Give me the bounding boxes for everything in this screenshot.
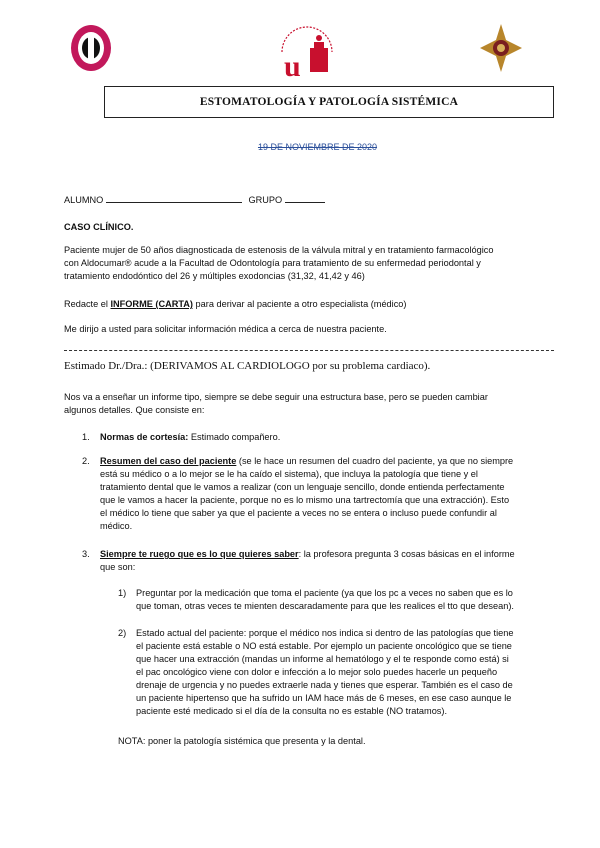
document-title: ESTOMATOLOGÍA Y PATOLOGÍA SISTÉMICA (199, 96, 459, 108)
sub-item-text: el paciente está estable o NO está estable. Por ejemplo un paciente oncológico que se tiene (136, 641, 512, 651)
heraldic-cross-icon (478, 22, 524, 74)
instruction-text: para derivar al paciente a otro especialista (médico) (193, 299, 407, 309)
sub-item-text: paciente esté medicado si el día de la consulta no es estable (NO tratamos). (136, 706, 448, 716)
sub-item-number: 1) (118, 588, 127, 598)
intro-line: algunos detalles. Que consiste en: (64, 405, 205, 415)
sub-item-text: que hacer una extracción (mandas un informe al hematólogo y el te responde como está) si (136, 654, 509, 664)
sub-item-text: que toman, otras veces te mienten descaradamente para que les realices el tto que desean). (136, 601, 514, 611)
item-heading: Siempre te ruego que es lo que quieres saber (100, 549, 299, 559)
salutation: Estimado Dr./Dra.: (DERIVAMOS AL CARDIOLOGO por su problema cardiaco). (64, 360, 431, 372)
svg-text:u: u (284, 50, 301, 82)
intro-line: Nos va a enseñar un informe tipo, siempre se debe seguir una estructura base, pero se pueden cambiar (64, 392, 488, 402)
item-text: : la profesora pregunta 3 cosas básicas en el informe (298, 549, 515, 559)
item-text: (se le hace un resumen del cuadro del paciente, ya que no siempre (236, 456, 514, 466)
instruction-text: Redacte el (64, 299, 111, 309)
sub-item-text: Estado actual del paciente: porque el médico nos indica si dentro de las patologías que tiene (136, 628, 514, 638)
grupo-field[interactable] (285, 193, 325, 203)
list-item-3 (82, 548, 562, 574)
item-heading: Normas de cortesía: (100, 432, 189, 442)
item-text: tratamiento dental que le vamos a realizar (con un lenguaje sencillo, donde entienda perfectamente (100, 482, 505, 492)
sub-item-1 (118, 587, 568, 613)
title-box (104, 86, 554, 118)
case-heading: CASO CLÍNICO. (64, 222, 134, 232)
sub-item-text: Preguntar por la medicación que toma el paciente (ya que los pc a veces no saben que es lo (136, 588, 513, 598)
item-text: el médico lo tiene que saber ya que el paciente a veces no se entera o incluso puede confundir al (100, 508, 497, 518)
grupo-label: GRUPO (248, 195, 283, 205)
case-paragraph (64, 244, 494, 283)
item-heading: Resumen del caso del paciente (100, 456, 237, 466)
item-number: 3. (82, 549, 90, 559)
sub-item-2 (118, 627, 568, 718)
item-text: Estimado compañero. (188, 432, 281, 442)
item-text: médico. (100, 521, 133, 531)
item-text: que le vamos a hacer la paciente, porque no es lo mismo una tartrectomía que una extracción). Esto (100, 495, 510, 505)
item-text: que son: (100, 562, 136, 572)
list-item-2 (82, 455, 562, 533)
item-number: 1. (82, 432, 90, 442)
alumno-field[interactable] (106, 193, 242, 203)
sub-item-number: 2) (118, 628, 127, 638)
case-line: con Aldocumar® acude a la Facultad de Odontología para tratamiento de su enfermedad periodontal y (64, 258, 481, 268)
faculty-seal-icon (68, 22, 114, 74)
item-number: 2. (82, 456, 90, 466)
university-of-seville-logo-icon (276, 24, 338, 82)
alumno-label: ALUMNO (64, 195, 104, 205)
intro-paragraph (64, 391, 488, 417)
sub-item-text: el pac oncológico viene con dolor e infección a lo mejor solo puedes hacerle un pequeño (136, 667, 498, 677)
case-line: Paciente mujer de 50 años diagnosticada de estenosis de la válvula mitral y en tratamiento farmacológico (64, 245, 494, 255)
item-text: está su médico o a lo mejor se le ha caído el sistema), que incluya la patología que tiene y el (100, 469, 478, 479)
sub-item-text: un paciente hipertenso que ha sufrido un IAM hace más de 6 meses, en ese caso aunque le (136, 693, 512, 703)
case-line: tratamiento endodóntico del 26 y múltiples exodoncias (31,32, 41,42 y 46) (64, 271, 365, 281)
divider (64, 350, 554, 351)
date: 19 DE NOVIEMBRE DE 2020 (257, 142, 378, 152)
sub-item-text: drenaje de urgencia y no puedes extraerle nada y tienes que esperar. También es el caso de (136, 680, 513, 690)
opening-sentence: Me dirijo a usted para solicitar información médica a cerca de nuestra paciente. (64, 324, 387, 334)
instruction (64, 298, 406, 311)
alumno-grupo-line (64, 193, 325, 207)
note: NOTA: poner la patología sistémica que presenta y la dental. (118, 736, 366, 746)
instruction-emphasis: INFORME (CARTA) (110, 299, 193, 309)
